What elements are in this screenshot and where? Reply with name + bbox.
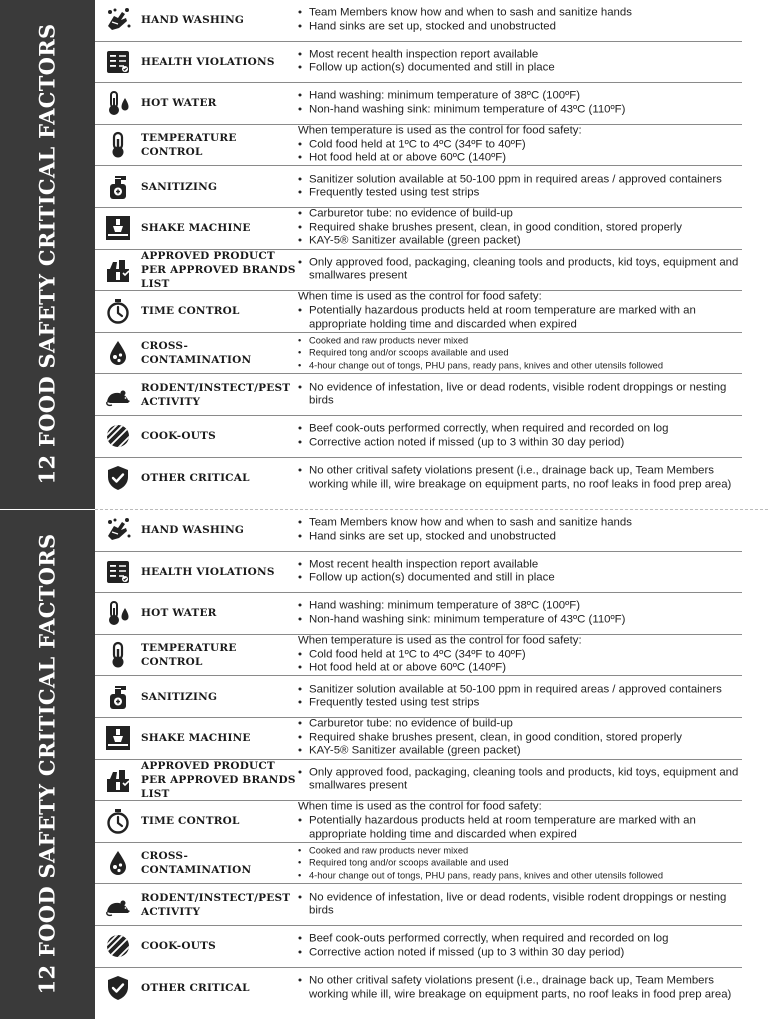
factor-label-rodent-instect-pest-activity: RODENT/INSTECT/PEST ACTIVITY [141, 891, 291, 918]
factor-bullet: • Hand washing: minimum temperature of 38ºC (100ºF) [298, 600, 742, 614]
factor-description [298, 844, 742, 881]
factor-row [95, 676, 742, 718]
factor-description [298, 718, 742, 759]
sidebar-title: 12 FOOD SAFETY CRITICAL FACTORS [34, 23, 60, 485]
factor-bullet: • Beef cook-outs performed correctly, when required and recorded on log [298, 423, 742, 437]
factor-bullet: • 4-hour change out of tongs, PHU pans, ready pans, knives and other utensils followed [298, 869, 742, 881]
factor-bullets [298, 138, 742, 165]
factor-description [298, 208, 742, 249]
factor-bullet: • Cooked and raw products never mixed [298, 844, 742, 856]
factor-bullet: • Required tong and/or scoops available and used [298, 857, 742, 869]
factor-bullet: • Required tong and/or scoops available and used [298, 347, 742, 359]
factor-row [95, 333, 742, 375]
factor-bullets [298, 517, 742, 544]
stopwatch-icon [104, 807, 132, 835]
factor-description [298, 7, 742, 34]
factor-bullet: • Non-hand washing sink: minimum temperature of 43ºC (110ºF) [298, 103, 742, 117]
factor-row [95, 208, 742, 250]
factor-label-shake-machine: SHAKE MACHINE [141, 732, 251, 745]
factor-row [95, 166, 742, 208]
factor-label-hand-washing: HAND WASHING [141, 14, 245, 27]
factor-bullets [298, 381, 742, 408]
factor-label-cook-outs: COOK-OUTS [141, 430, 216, 443]
thermometer-icon [104, 131, 132, 159]
factor-bullets [298, 90, 742, 117]
factor-bullets [298, 558, 742, 585]
factor-row [95, 250, 742, 292]
factor-bullet: • Hot food held at or above 60ºC (140ºF) [298, 152, 742, 166]
factor-bullets [298, 766, 742, 793]
factor-description [298, 334, 742, 371]
factor-label-time-control: TIME CONTROL [141, 305, 240, 318]
factor-label-hot-water: HOT WATER [141, 607, 217, 620]
factor-description [298, 766, 742, 793]
factor-bullets [298, 683, 742, 710]
shake-machine-icon [104, 724, 132, 752]
factor-label-sanitizing: SANITIZING [141, 180, 218, 193]
factor-bullet: • Carburetor tube: no evidence of build-up [298, 208, 742, 222]
approved-products-icon [104, 766, 132, 794]
factor-bullet: • Potentially hazardous products held at room temperature are marked with an appropriate holding time and discarded when expired [298, 305, 742, 332]
factor-row [95, 416, 742, 458]
factor-bullet: • Hot food held at or above 60ºC (140ºF) [298, 662, 742, 676]
factor-bullet: • Only approved food, packaging, cleaning tools and products, kid toys, equipment and smallwares present [298, 766, 742, 793]
factor-description [298, 558, 742, 585]
factor-bullet: • No evidence of infestation, live or dead rodents, visible rodent droppings or nesting birds [298, 891, 742, 918]
factor-bullets [298, 48, 742, 75]
factor-row [95, 42, 742, 84]
sidebar [0, 0, 95, 509]
factor-row [95, 801, 742, 843]
factor-row [95, 291, 742, 333]
factor-bullets [298, 891, 742, 918]
factor-description [298, 801, 742, 842]
germ-drop-icon [104, 849, 132, 877]
factor-label-other-critical: OTHER CRITICAL [141, 982, 250, 995]
sanitizer-bottle-icon [104, 173, 132, 201]
sidebar-title: 12 FOOD SAFETY CRITICAL FACTORS [34, 533, 60, 995]
factor-description [298, 975, 742, 1002]
factor-label-rodent-instect-pest-activity: RODENT/INSTECT/PEST ACTIVITY [141, 381, 291, 408]
rodent-icon [104, 891, 132, 919]
factor-bullet: • Corrective action noted if missed (up to 3 within 30 day period) [298, 436, 742, 450]
factor-row [95, 843, 742, 885]
factor-description [298, 465, 742, 492]
factor-bullets [298, 208, 742, 249]
factor-label-shake-machine: SHAKE MACHINE [141, 222, 251, 235]
factor-bullets [298, 256, 742, 283]
thermometer-drop-icon [104, 89, 132, 117]
factor-row [95, 593, 742, 635]
factor-label-temperature-control: TEMPERATURE CONTROL [141, 132, 237, 159]
factor-label-health-violations: HEALTH VIOLATIONS [141, 565, 275, 578]
card-top [0, 0, 768, 509]
factor-row [95, 926, 742, 968]
factor-bullets [298, 718, 742, 759]
factor-bullets [298, 815, 742, 842]
factor-description [298, 891, 742, 918]
factor-bullet: • Sanitizer solution available at 50-100 ppm in required areas / approved containers [298, 683, 742, 697]
factor-bullet: • Most recent health inspection report available [298, 558, 742, 572]
factor-bullet: • KAY-5® Sanitizer available (green packet) [298, 235, 742, 249]
sidebar [0, 510, 95, 1019]
factor-row [95, 0, 742, 42]
thermometer-drop-icon [104, 599, 132, 627]
factor-list [95, 0, 742, 509]
factor-bullet: • Hand sinks are set up, stocked and unobstructed [298, 20, 742, 34]
factor-bullet: • Potentially hazardous products held at room temperature are marked with an appropriate holding time and discarded when expired [298, 815, 742, 842]
factor-bullet: • Frequently tested using test strips [298, 187, 742, 201]
approved-products-icon [104, 256, 132, 284]
factor-bullet: • 4-hour change out of tongs, PHU pans, ready pans, knives and other utensils followed [298, 359, 742, 371]
hand-washing-icon [104, 6, 132, 34]
factor-label-other-critical: OTHER CRITICAL [141, 472, 250, 485]
factor-bullet: • Beef cook-outs performed correctly, when required and recorded on log [298, 933, 742, 947]
factor-bullet: • Hand sinks are set up, stocked and unobstructed [298, 530, 742, 544]
factor-row [95, 125, 742, 167]
factor-bullets [298, 305, 742, 332]
factor-description [298, 90, 742, 117]
factor-bullets [298, 423, 742, 450]
factor-bullet: • Follow up action(s) documented and still in place [298, 62, 742, 76]
factor-description [298, 256, 742, 283]
factor-bullets [298, 600, 742, 627]
factor-description [298, 291, 742, 332]
factor-row [95, 968, 742, 1010]
factor-list [95, 510, 742, 1019]
card-bottom [0, 510, 768, 1019]
factor-description [298, 125, 742, 166]
factor-bullet: • Team Members know how and when to sash and sanitize hands [298, 7, 742, 21]
factor-description [298, 600, 742, 627]
factor-description [298, 517, 742, 544]
factor-label-sanitizing: SANITIZING [141, 690, 218, 703]
shield-check-icon [104, 464, 132, 492]
factor-bullet: • Hand washing: minimum temperature of 38ºC (100ºF) [298, 90, 742, 104]
factor-label-approved-product-per-approved-brands-list: APPROVED PRODUCT PER APPROVED BRANDS LIST [141, 759, 296, 800]
factor-bullet: • Follow up action(s) documented and still in place [298, 572, 742, 586]
stopwatch-icon [104, 297, 132, 325]
factor-bullets [298, 975, 742, 1002]
factor-description [298, 48, 742, 75]
factor-row [95, 510, 742, 552]
factor-bullets [298, 465, 742, 492]
factor-bullet: • Cooked and raw products never mixed [298, 334, 742, 346]
factor-label-health-violations: HEALTH VIOLATIONS [141, 55, 275, 68]
factor-label-cross-contamination: CROSS-CONTAMINATION [141, 850, 252, 877]
factor-intro: When time is used as the control for food safety: [298, 291, 542, 304]
factor-bullet: • Non-hand washing sink: minimum temperature of 43ºC (110ºF) [298, 613, 742, 627]
factor-label-time-control: TIME CONTROL [141, 815, 240, 828]
factor-bullet: • Required shake brushes present, clean, in good condition, stored properly [298, 731, 742, 745]
health-violations-icon [104, 48, 132, 76]
factor-bullet: • No evidence of infestation, live or dead rodents, visible rodent droppings or nesting birds [298, 381, 742, 408]
hand-washing-icon [104, 516, 132, 544]
factor-description [298, 173, 742, 200]
factor-bullet: • No other critival safety violations present (i.e., drainage back up, Team Members working while ill, wire breakage on equipment parts, no roof leaks in food prep area) [298, 465, 742, 492]
factor-row [95, 884, 742, 926]
health-violations-icon [104, 558, 132, 586]
factor-description [298, 635, 742, 676]
germ-drop-icon [104, 339, 132, 367]
factor-row [95, 718, 742, 760]
factor-bullet: • Required shake brushes present, clean, in good condition, stored properly [298, 221, 742, 235]
factor-bullet: • Cold food held at 1ºC to 4ºC (34ºF to 40ºF) [298, 648, 742, 662]
factor-description [298, 423, 742, 450]
factor-row [95, 458, 742, 500]
factor-bullet: • Team Members know how and when to sash and sanitize hands [298, 517, 742, 531]
factor-bullets [298, 173, 742, 200]
factor-row [95, 760, 742, 802]
factor-description [298, 381, 742, 408]
factor-intro: When temperature is used as the control for food safety: [298, 124, 582, 137]
factor-label-temperature-control: TEMPERATURE CONTROL [141, 642, 237, 669]
factor-bullets [298, 933, 742, 960]
factor-description [298, 933, 742, 960]
factor-bullets [298, 7, 742, 34]
factor-intro: When time is used as the control for food safety: [298, 801, 542, 814]
shield-check-icon [104, 974, 132, 1002]
sanitizer-bottle-icon [104, 683, 132, 711]
factor-description [298, 683, 742, 710]
factor-label-cook-outs: COOK-OUTS [141, 940, 216, 953]
factor-label-cross-contamination: CROSS-CONTAMINATION [141, 340, 252, 367]
factor-row [95, 552, 742, 594]
factor-bullet: • Only approved food, packaging, cleaning tools and products, kid toys, equipment and smallwares present [298, 256, 742, 283]
factor-bullets [298, 648, 742, 675]
rodent-icon [104, 381, 132, 409]
factor-bullet: • Frequently tested using test strips [298, 697, 742, 711]
factor-bullet: • KAY-5® Sanitizer available (green packet) [298, 745, 742, 759]
factor-bullets [298, 334, 742, 371]
factor-bullet: • Sanitizer solution available at 50-100 ppm in required areas / approved containers [298, 173, 742, 187]
factor-bullet: • Corrective action noted if missed (up to 3 within 30 day period) [298, 946, 742, 960]
factor-row [95, 374, 742, 416]
factor-row [95, 635, 742, 677]
thermometer-icon [104, 641, 132, 669]
factor-row [95, 83, 742, 125]
factor-bullet: • Carburetor tube: no evidence of build-up [298, 718, 742, 732]
grill-icon [104, 422, 132, 450]
factor-bullet: • Most recent health inspection report available [298, 48, 742, 62]
shake-machine-icon [104, 214, 132, 242]
factor-label-hand-washing: HAND WASHING [141, 524, 245, 537]
grill-icon [104, 932, 132, 960]
factor-bullet: • No other critival safety violations present (i.e., drainage back up, Team Members working while ill, wire breakage on equipment parts, no roof leaks in food prep area) [298, 975, 742, 1002]
factor-intro: When temperature is used as the control for food safety: [298, 634, 582, 647]
factor-label-hot-water: HOT WATER [141, 97, 217, 110]
factor-bullet: • Cold food held at 1ºC to 4ºC (34ºF to 40ºF) [298, 138, 742, 152]
factor-bullets [298, 844, 742, 881]
factor-label-approved-product-per-approved-brands-list: APPROVED PRODUCT PER APPROVED BRANDS LIST [141, 249, 296, 290]
